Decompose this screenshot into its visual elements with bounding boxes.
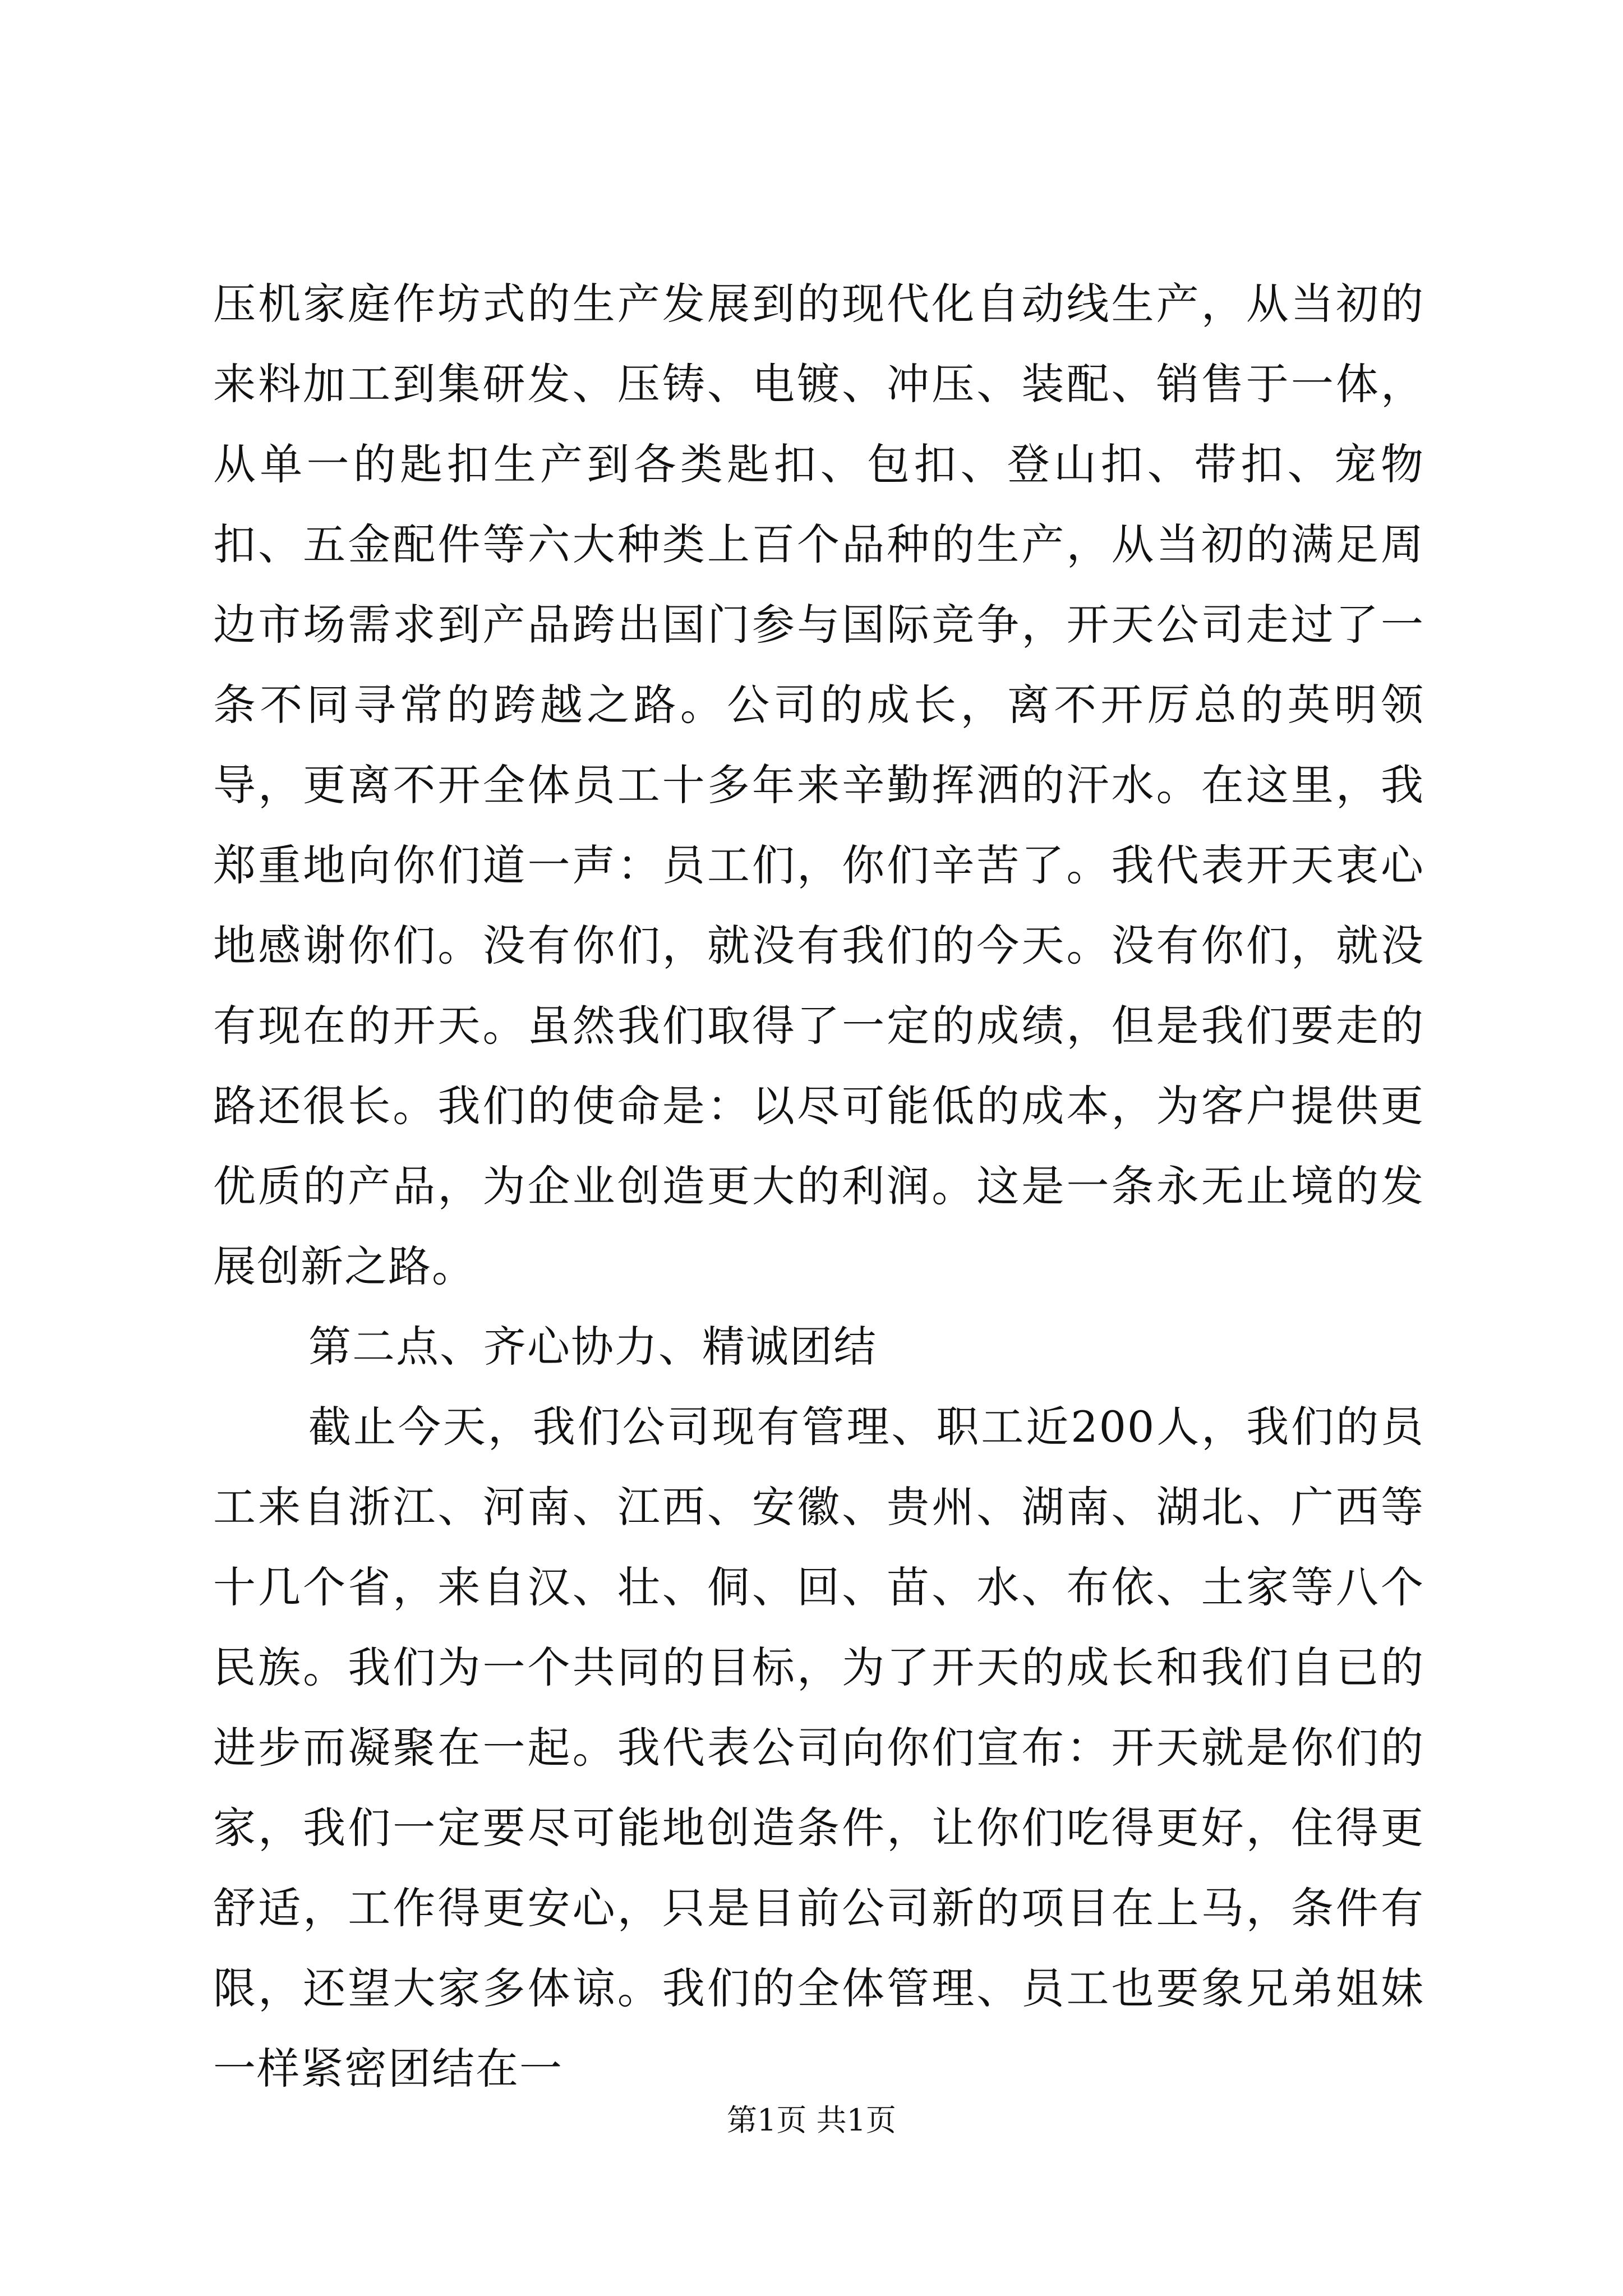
page-footer: 第1页 共1页 [727,2102,896,2138]
paragraph-2: 截止今天，我们公司现有管理、职工近200人，我们的员工来自浙江、河南、江西、安徽、贵州、湖南、湖北、广西等十几个省，来自汉、壮、侗、回、苗、水、布依、土家等八个民族。我们为一个共同的目标，为了开天的成长和我们自已的进步而凝聚在一起。我代表公司向你们宣布：开天就是你们的家，我们一定要尽可能地创造条件，让你们吃得更好，住得更舒适，工作得更安心，只是目前公司新的项目在上马，条件有限，还望大家多体谅。我们的全体管理、员工也要象兄弟姐妹一样紧密团结在一 [213,1402,1424,2093]
document-body [213,264,1424,2109]
paragraph-1: 压机家庭作坊式的生产发展到的现代化自动线生产，从当初的来料加工到集研发、压铸、电镀、冲压、装配、销售于一体，从单一的匙扣生产到各类匙扣、包扣、登山扣、带扣、宠物扣、五金配件等六大种类上百个品种的生产，从当初的满足周边市场需求到产品跨出国门参与国际竞争，开天公司走过了一条不同寻常的跨越之路。公司的成长，离不开厉总的英明领导，更离不开全体员工十多年来辛勤挥洒的汗水。在这里，我郑重地向你们道一声：员工们，你们辛苦了。我代表开天衷心地感谢你们。没有你们，就没有我们的今天。没有你们，就没有现在的开天。虽然我们取得了一定的成绩，但是我们要走的路还很长。我们的使命是：以尽可能低的成本，为客户提供更优质的产品，为企业创造更大的利润。这是一条永无止境的发展创新之路。 [213,279,1424,1291]
section-heading: 第二点、齐心协力、精诚团结 [308,1322,877,1372]
